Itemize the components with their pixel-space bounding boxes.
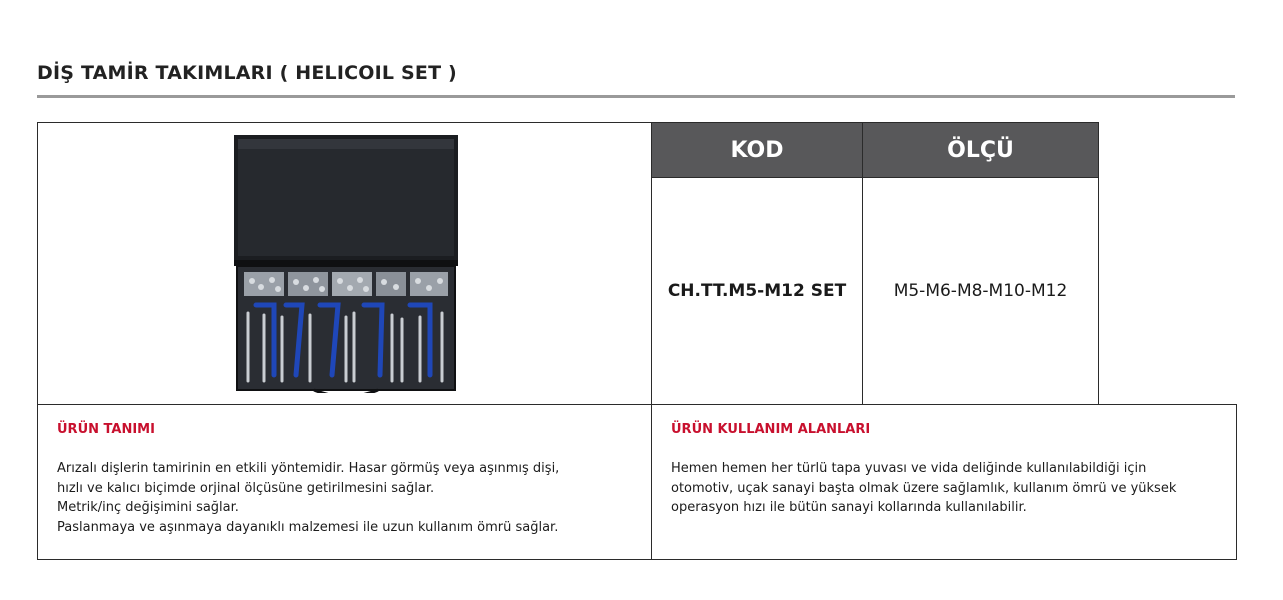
product-usage-section	[651, 404, 1237, 560]
product-usage-text	[671, 459, 1224, 518]
product-code: CH.TT.M5-M12 SET	[651, 177, 863, 405]
usage-line: otomotiv, uçak sanayi başta olmak üzere sağlamlık, kullanım ömrü ve yüksek	[671, 480, 1177, 496]
product-usage-title: ÜRÜN KULLANIM ALANLARI	[671, 422, 871, 437]
product-description-section	[37, 404, 652, 560]
title-divider	[37, 95, 1235, 98]
description-line: hızlı ve kalıcı biçimde orjinal ölçüsüne getirilmesini sağlar.	[57, 480, 435, 496]
description-line: Arızalı dişlerin tamirinin en etkili yöntemidir. Hasar görmüş veya aşınmış dişi,	[57, 461, 560, 476]
column-header-kod: KOD	[651, 122, 863, 178]
usage-line: Hemen hemen her türlü tapa yuvası ve vida deliğinde kullanılabildiği için	[671, 461, 1147, 476]
helicoil-kit-photo	[234, 135, 458, 393]
product-image-cell	[37, 122, 652, 405]
usage-line: operasyon hızı ile bütün sanayi kollarında kullanılabilir.	[671, 500, 1027, 515]
description-line: Paslanmaya ve aşınmaya dayanıklı malzemesi ile uzun kullanım ömrü sağlar.	[57, 519, 559, 535]
page-title: DİŞ TAMİR TAKIMLARI ( HELICOIL SET )	[37, 62, 457, 84]
product-description-text	[57, 459, 639, 537]
product-sizes: M5-M6-M8-M10-M12	[862, 177, 1099, 405]
product-description-title: ÜRÜN TANIMI	[57, 422, 155, 437]
description-line: Metrik/inç değişimini sağlar.	[57, 500, 239, 515]
insert-compartments	[244, 272, 448, 296]
column-header-olcu: ÖLÇÜ	[862, 122, 1099, 178]
